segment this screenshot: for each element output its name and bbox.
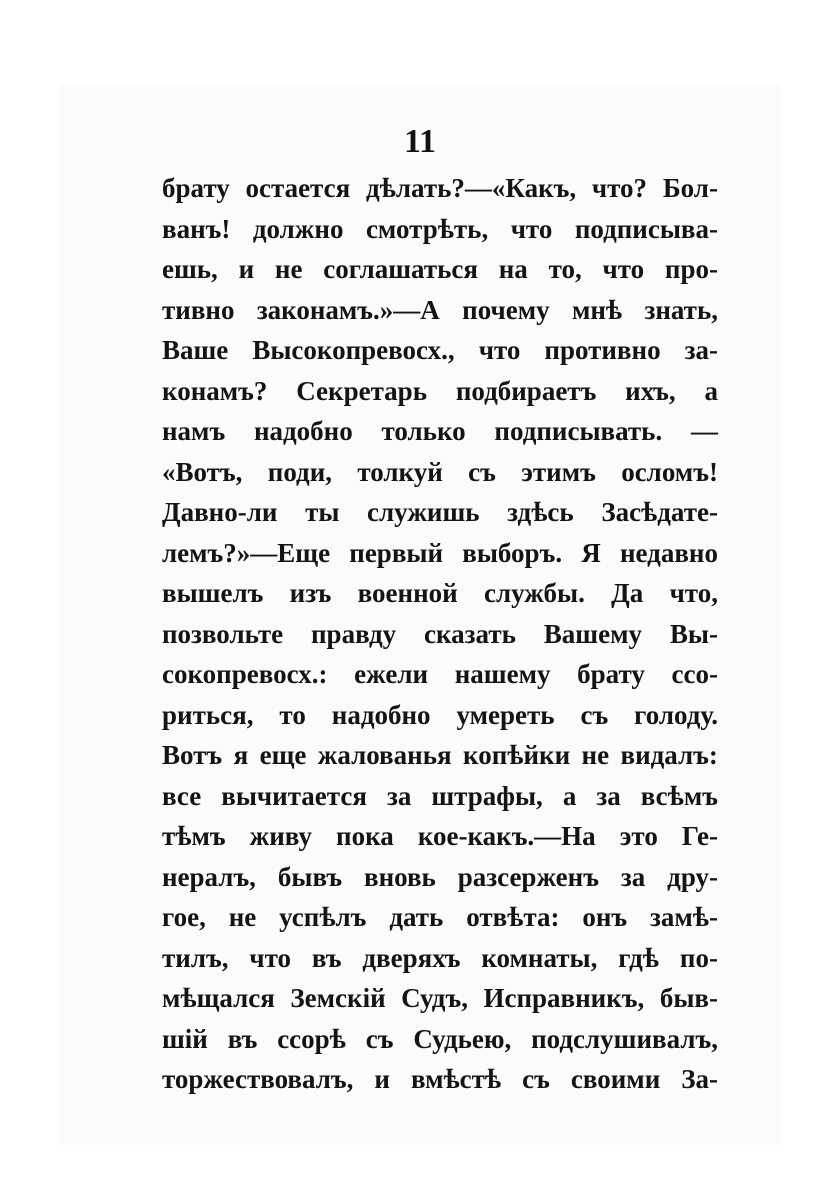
word: поди,	[267, 456, 333, 487]
word: что	[249, 942, 291, 973]
text-line	[162, 938, 718, 979]
word: комнаты,	[481, 942, 598, 973]
word: Земскій	[290, 983, 386, 1013]
word: шій	[162, 1023, 208, 1054]
word: ежели	[354, 659, 429, 689]
word: тилъ,	[162, 942, 229, 973]
word: Судъ,	[401, 983, 468, 1013]
word: остается	[245, 173, 351, 203]
word: вновь	[364, 861, 436, 892]
word: дѣлать?—«Какъ,	[366, 173, 577, 203]
word: противно	[544, 335, 661, 365]
word: съ	[468, 456, 496, 487]
text-line	[162, 249, 718, 290]
word: Давно-ли	[162, 497, 278, 527]
word: Ваше	[162, 335, 229, 365]
word: и	[238, 254, 255, 284]
word: что	[510, 213, 553, 244]
word: За-	[681, 1064, 718, 1094]
word: всѣмъ	[640, 780, 718, 811]
word: быв-	[659, 983, 718, 1013]
word: онъ	[582, 902, 628, 932]
word: почему	[462, 294, 550, 325]
word: Вы-	[669, 618, 718, 649]
word: брату	[577, 659, 645, 689]
word: не	[274, 254, 303, 284]
body-text	[162, 168, 718, 1100]
word: съ	[580, 699, 609, 730]
word: съ	[522, 1064, 550, 1094]
word: сокопревосх.:	[162, 659, 328, 689]
word: Ге-	[681, 821, 718, 851]
word: смотрѣть,	[365, 213, 489, 244]
word: только	[381, 416, 466, 446]
word: копѣйки	[463, 740, 571, 770]
word: толкуй	[357, 456, 443, 487]
text-line	[162, 695, 718, 736]
word: Судьею,	[413, 1023, 512, 1054]
word: еще	[259, 740, 307, 770]
word: Исправникъ,	[483, 983, 645, 1013]
word: конамъ?	[162, 375, 268, 406]
word: своими	[570, 1064, 661, 1094]
word: ссорѣ	[277, 1023, 346, 1054]
text-line	[162, 897, 718, 938]
word: законамъ.»—А	[256, 294, 440, 325]
word: въ	[311, 942, 342, 973]
word: служишь	[367, 497, 480, 527]
word: службы.	[484, 578, 585, 608]
word: дать	[389, 902, 444, 932]
word: риться,	[162, 699, 254, 730]
word: здѣсь	[507, 497, 574, 527]
word: жалованья	[317, 740, 452, 770]
word: кое-какъ.—На	[417, 821, 596, 851]
word: брату	[162, 173, 230, 203]
text-line	[162, 290, 718, 331]
word: замѣ-	[650, 902, 718, 932]
word: изъ	[289, 578, 332, 608]
word: тѣмъ	[162, 821, 226, 851]
word: все	[162, 780, 202, 811]
word: военной	[357, 578, 458, 608]
page-number: 11	[403, 123, 437, 160]
word: я	[233, 740, 249, 770]
word: а	[704, 375, 718, 406]
text-line	[162, 573, 718, 614]
word: торжествовалъ,	[162, 1064, 354, 1094]
text-line	[162, 614, 718, 655]
word: разсерженъ	[457, 861, 599, 892]
word: соглашаться	[323, 254, 478, 284]
word: вмѣстѣ	[410, 1064, 502, 1094]
word: позвольте	[162, 618, 284, 649]
word: намъ	[162, 416, 226, 446]
word: живу	[249, 821, 312, 851]
word: лемъ?»—Еще	[162, 537, 331, 568]
word: подписывать.	[494, 416, 663, 446]
word: Бол-	[662, 173, 718, 203]
text-line	[162, 371, 718, 412]
word: по-	[679, 942, 718, 973]
word: Да	[611, 578, 644, 608]
word: Я	[581, 537, 601, 568]
text-line	[162, 978, 718, 1019]
text-line	[162, 776, 718, 817]
word: вышелъ	[162, 578, 264, 608]
text-line	[162, 816, 718, 857]
text-line	[162, 533, 718, 574]
text-line	[162, 411, 718, 452]
word: ванъ!	[162, 213, 231, 244]
text-line	[162, 168, 718, 209]
text-line	[162, 735, 718, 776]
word: про-	[664, 254, 718, 284]
word: вычитается	[221, 780, 367, 811]
word: бывъ	[277, 861, 343, 892]
word: гое,	[162, 902, 206, 932]
word: не	[228, 902, 257, 932]
word: нералъ,	[162, 861, 256, 892]
word: нашему	[454, 659, 551, 689]
word: ссо-	[671, 659, 718, 689]
word: что	[478, 335, 521, 365]
word: что?	[591, 173, 648, 203]
word: Вашему	[543, 618, 642, 649]
text-line	[162, 1019, 718, 1060]
word: этимъ	[521, 456, 596, 487]
word: «Вотъ,	[162, 456, 243, 487]
word: съ	[365, 1023, 394, 1054]
text-line	[162, 1059, 718, 1100]
word: ешь,	[162, 254, 218, 284]
word: подслушивалъ,	[531, 1023, 718, 1054]
word: недавно	[619, 537, 718, 568]
word: за	[387, 780, 412, 811]
word: Секретарь	[296, 375, 427, 406]
word: должно	[252, 213, 344, 244]
word: Засѣдате-	[601, 497, 718, 527]
text-line	[162, 654, 718, 695]
word: штрафы,	[431, 780, 543, 811]
word: что,	[669, 578, 718, 608]
word: умереть	[456, 699, 555, 730]
text-line	[162, 209, 718, 250]
word: на	[498, 254, 528, 284]
word: правду	[311, 618, 397, 649]
word: и	[374, 1064, 390, 1094]
text-line	[162, 452, 718, 493]
word: —	[690, 416, 718, 446]
word: ты	[305, 497, 340, 527]
word: въ	[227, 1023, 258, 1054]
word: дверяхъ	[362, 942, 461, 973]
word: пока	[336, 821, 394, 851]
text-line	[162, 857, 718, 898]
word: за	[620, 861, 646, 892]
word: надобно	[253, 416, 353, 446]
word: осломъ!	[621, 456, 718, 487]
word: выборъ.	[462, 537, 563, 568]
word: первый	[349, 537, 444, 568]
word: подписыва-	[574, 213, 718, 244]
word: подбираетъ	[455, 375, 597, 406]
word: отвѣта:	[466, 902, 560, 932]
word: за	[596, 780, 621, 811]
word: гдѣ	[618, 942, 660, 973]
word: тивно	[162, 294, 235, 325]
word: успѣлъ	[279, 902, 367, 932]
word: это	[619, 821, 658, 851]
word: что	[602, 254, 645, 284]
word: то	[279, 699, 306, 730]
word: мнѣ	[571, 294, 623, 325]
word: за-	[684, 335, 718, 365]
word: ихъ,	[625, 375, 676, 406]
word: Вотъ	[162, 740, 223, 770]
word: сказать	[424, 618, 516, 649]
text-line	[162, 330, 718, 371]
word: Высокопревосх.,	[252, 335, 455, 365]
word: то,	[548, 254, 582, 284]
word: а	[562, 780, 577, 811]
word: голоду.	[634, 699, 718, 730]
word: мѣщался	[162, 983, 275, 1013]
word: надобно	[331, 699, 431, 730]
text-line	[162, 492, 718, 533]
word: видалъ:	[620, 740, 718, 770]
word: дру-	[667, 861, 718, 892]
word: знать,	[644, 294, 718, 325]
word: не	[581, 740, 610, 770]
